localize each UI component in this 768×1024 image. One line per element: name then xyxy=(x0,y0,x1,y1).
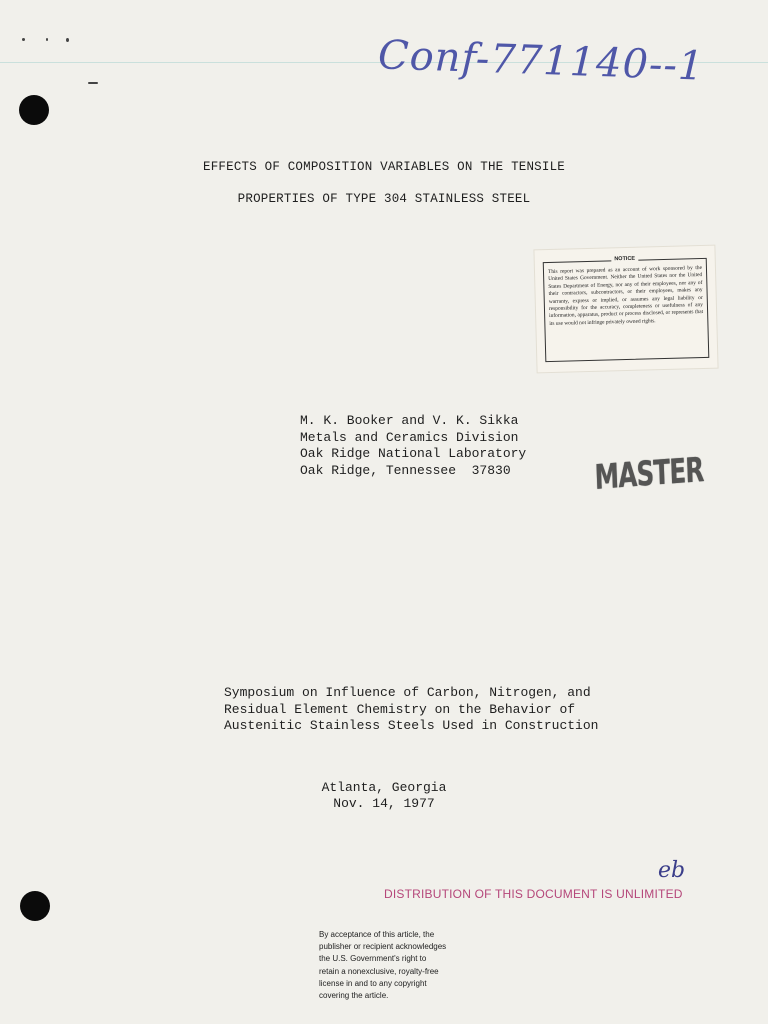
acceptance-line-2: publisher or recipient acknowledges xyxy=(319,942,447,952)
symposium-line-2: Residual Element Chemistry on the Behavior of xyxy=(224,701,576,717)
master-stamp: MASTER xyxy=(594,450,705,498)
acceptance-line-4: retain a nonexclusive, royalty-free xyxy=(319,966,439,976)
symposium-line-1: Symposium on Influence of Carbon, Nitrogen, and xyxy=(224,685,591,700)
author-laboratory: Oak Ridge National Laboratory xyxy=(300,446,527,461)
author-names: M. K. Booker and V. K. Sikka xyxy=(300,413,519,428)
acceptance-line-6: covering the article. xyxy=(319,991,389,1001)
author-block xyxy=(300,413,526,479)
acceptance-line-1: By acceptance of this article, the xyxy=(319,930,435,939)
distribution-statement: DISTRIBUTION OF THIS DOCUMENT IS UNLIMITED xyxy=(384,887,683,901)
punch-hole-top xyxy=(19,95,49,125)
speck xyxy=(66,38,69,42)
handwritten-conference-code: Conf-771140--1 xyxy=(377,32,706,90)
notice-heading: NOTICE xyxy=(611,256,638,264)
speck xyxy=(46,38,48,41)
acceptance-line-5: license in and to any copyright xyxy=(319,978,427,988)
notice-label xyxy=(534,246,717,373)
notice-text: This report was prepared as an account of work sponsored by the United States Government. Neither the United States nor the United States Department of Energy, nor any of their employees, nor any of their contractors, subcontractors, or their employees, makes any warranty, express or implied, or assumes any legal liability or responsibility for the accuracy, completeness or usefulness of any information, apparatus, product or process disclosed, or represents that its use would not infringe privately owned rights. xyxy=(547,264,704,327)
date: Nov. 14, 1977 xyxy=(333,796,435,811)
location: Atlanta, Georgia xyxy=(321,780,447,795)
speck xyxy=(88,82,98,84)
notice-box xyxy=(543,255,710,362)
author-division: Metals and Ceramics Division xyxy=(300,429,519,445)
acceptance-statement xyxy=(319,929,494,1002)
speck xyxy=(22,38,25,41)
handwritten-initials: eb xyxy=(658,858,686,883)
title-line-1: EFFECTS OF COMPOSITION VARIABLES ON THE TENSILE xyxy=(203,160,565,174)
punch-hole-bottom xyxy=(20,891,50,921)
title-line-2: PROPERTIES OF TYPE 304 STAINLESS STEEL xyxy=(237,192,531,206)
acceptance-line-3: the U.S. Government's right to xyxy=(319,954,427,964)
symposium-block xyxy=(224,685,598,735)
symposium-line-3: Austenitic Stainless Steels Used in Construction xyxy=(224,718,599,733)
author-address: Oak Ridge, Tennessee 37830 xyxy=(300,462,511,478)
